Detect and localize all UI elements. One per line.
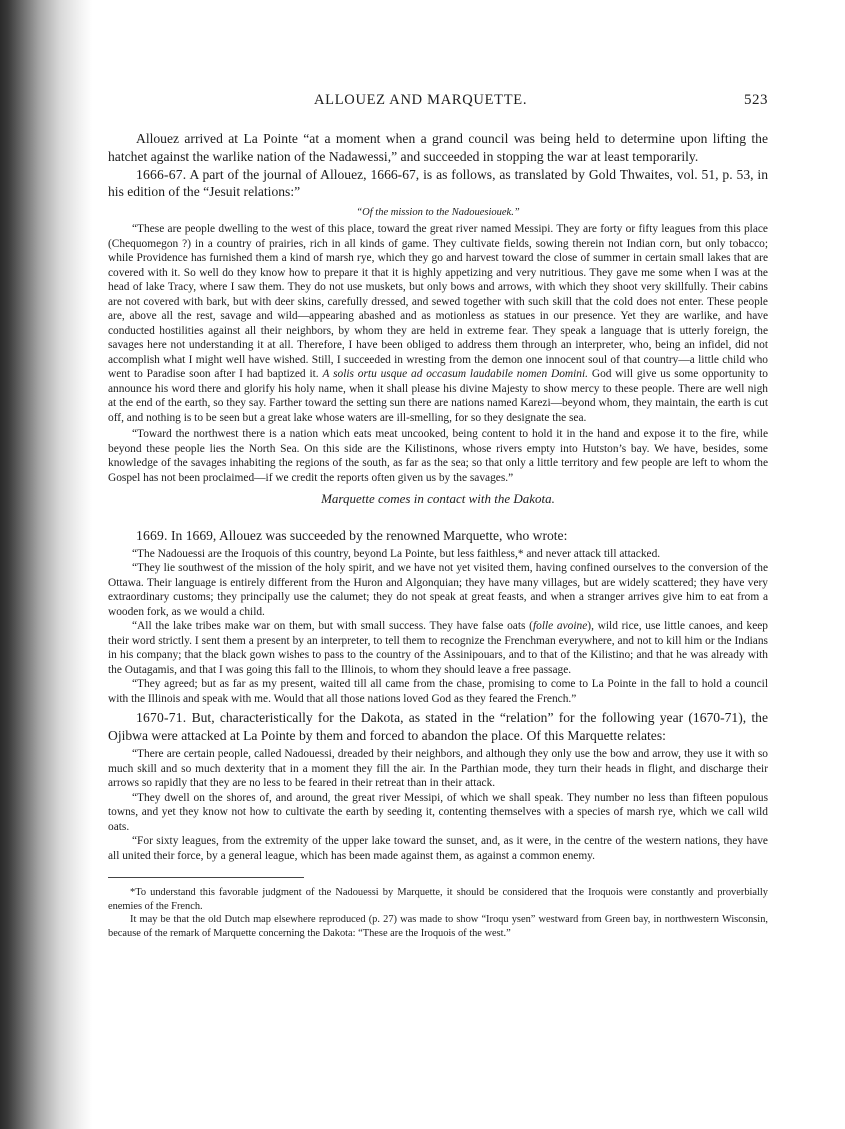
quote-paragraph [108,222,768,425]
quote-paragraph: “Toward the northwest there is a nation which eats meat uncooked, being content to hold it in the hand and expose it to the fire, while beyond these people lies the North Sea. On this side are the Kilistinons, whose rivers empty into Hutston’s bay. We have, besides, some knowledge of the savages inhabiting the regions of the south, as far as the sea; so that only a little territory and few people are left to whom the Gospel has not been proclaimed—if we credit the reports often given us by the savages.” [108,428,768,484]
page-body [108,130,768,940]
book-gutter-shadow [0,0,92,1129]
page-header [108,92,768,112]
footnote: It may be that the old Dutch map elsewhere reproduced (p. 27) was made to show “Iroqu ysen” westward from Green bay, in northwestern Wisconsin, because of the remark of Marquette concerning the Dakota: “These are the Iroquois of the west.” [108,914,768,939]
paragraph-ojibwa-attack [108,709,768,745]
page-number: 523 [744,92,768,108]
running-title: ALLOUEZ AND MARQUETTE. [314,92,528,108]
quote-paragraph: “They agreed; but as far as my present, waited till all came from the chase, promising to come to La Pointe in the fall to hold a council with the Illinois and speak with me. Would that all those nations loved God as they feared the French.” [108,678,768,705]
paragraph-marquette-intro [108,527,768,545]
section-subheading: Marquette comes in contact with the Dakota. [321,491,555,507]
footnote-divider [108,877,304,878]
quote-paragraph: “There are certain people, called Nadouessi, dreaded by their neighbors, and although they only use the bow and arrow, they use it with so much skill and so much dexterity that in a moment they fill the air. In the Parthian mode, they turn their heads in flight, and discharge their arrows so rapidly that they are no less to be feared in their retreat than in their attack. [108,748,768,790]
quote-text: “These are people dwelling to the west of this place, toward the great river named Messipi. They are forty or fifty leagues from this place (Chequomegon ?) in a country of prairies, rich in all kinds of game. They cultivate fields, sowing therein not Indian corn, but only tobacco; while Providence has furnished them a kind of marsh rye, which they go and harvest toward the close of summer in certain small lakes that are covered with it. So well do they know how to prepare it that it is highly appetizing and very nutritious. They gave me some when I was at the head of lake Tracy, where I saw them. They do not use muskets, but only bows and arrows, with which they shoot very skillfully. Their cabins are not covered with bark, but with deer skins, carefully dressed, and sewed together with such skill that the cold does not enter. These people are, above all the rest, savage and wild—appearing abashed and as motionless as statues in our presence. Yet they are warlike, and have conducted hostilities against all their neighbors, by whom they are held in extreme fear. They speak a language that is utterly foreign, the savages here not understanding it at all. Therefore, I have been obliged to address them through an interpreter, who, being an infidel, did not accomplish what I might well have wished. Still, I succeeded in wresting from the demon one innocent soul of that country—a little child who went to Paradise soon after I had baptized it. [108,223,768,381]
footnote: *To understand this favorable judgment of the Nadouessi by Marquette, it should be considered that the Iroquois were constantly and proverbially enemies of the French. [108,887,768,912]
quote-text: “All the lake tribes make war on them, but with small success. They have false oats ( [132,620,533,633]
section-subheading: “Of the mission to the Nadouesiouek.” [356,207,520,219]
latin-phrase: A solis ortu usque ad occasum laudabile nomen Domini. [322,368,589,381]
quote-paragraph: “For sixty leagues, from the extremity of the upper lake toward the sunset, and, as it were, in the centre of the western nations, they have all united their force, by a general league, which has been made against them, as against a common enemy. [108,835,768,862]
year-label: 1670-71. [136,710,187,726]
french-term: folle avoine [532,620,588,633]
paragraph-text: But, characteristically for the Dakota, as stated in the “relation” for the following year (1670-71), the Ojibwa were attacked at La Pointe by them and forced to abandon the place. Of this Marquette relates: [108,710,768,744]
paragraph-allouez-arrival: Allouez arrived at La Pointe “at a moment when a grand council was being held to determine upon lifting the hatchet against the warlike nation of the Nadawessi,” and succeeded in stopping the war at least temporarily. [108,131,768,164]
paragraph-text: In 1669, Allouez was succeeded by the renowned Marquette, who wrote: [171,528,568,544]
quote-text: ), wild rice, use little canoes, and keep their word strictly. I sent them a present by an interpreter, to tell them to recognize the Frenchman everywhere, and not to kill him or the Indians in his company; that the black gown wishes to pass to the country of the Assinipouars, and to that of the Kilistino; and that he was already with the Outagamis, and that I was going this fall to the Illinois, to whom they should leave a free passage. [108,620,769,676]
paragraph-journal-intro [108,166,768,202]
quote-paragraph: “They dwell on the shores of, and around, the great river Messipi, of which we shall speak. They number no less than fifteen populous towns, and yet they know not how to cultivate the earth by seeding it, contenting themselves with a species of marsh rye, which we call wild oats. [108,791,768,833]
book-page [108,0,768,1129]
paragraph-text: A part of the journal of Allouez, 1666-67, is as follows, as translated by Gold Thwaites, vol. 51, p. 53, in his edition of the “Jesuit relations:” [108,166,768,200]
year-label: 1669. [136,528,168,544]
quote-paragraph [108,619,768,677]
quote-paragraph: “The Nadouessi are the Iroquois of this country, beyond La Pointe, but less faithless,* and never attack till attacked. [132,547,661,560]
quote-text: God will give us some opportunity to announce his word there and glorify his holy name, when it shall please his divine Majesty to show mercy to these people. There are well nigh at the end of the earth, so they say. Farther toward the setting sun there are nations named Karezi—beyond whom, they maintain, the earth is cut off, and nothing is to be seen but a great lake whose waters are ill-smelling, for so they designate the sea. [108,368,768,424]
quote-paragraph: “They lie southwest of the mission of the holy spirit, and we have not yet visited them, having confined ourselves to the conversion of the Ottawa. Their language is entirely different from the Huron and Algonquian; they have many villages, but are widely scattered; they have very extraordinary customs; they principally use the calumet; they do not speak at great feasts, and when a stranger arrives give him to eat from a wooden fork, as we would a child. [108,562,768,618]
year-label: 1666-67. [136,166,187,182]
